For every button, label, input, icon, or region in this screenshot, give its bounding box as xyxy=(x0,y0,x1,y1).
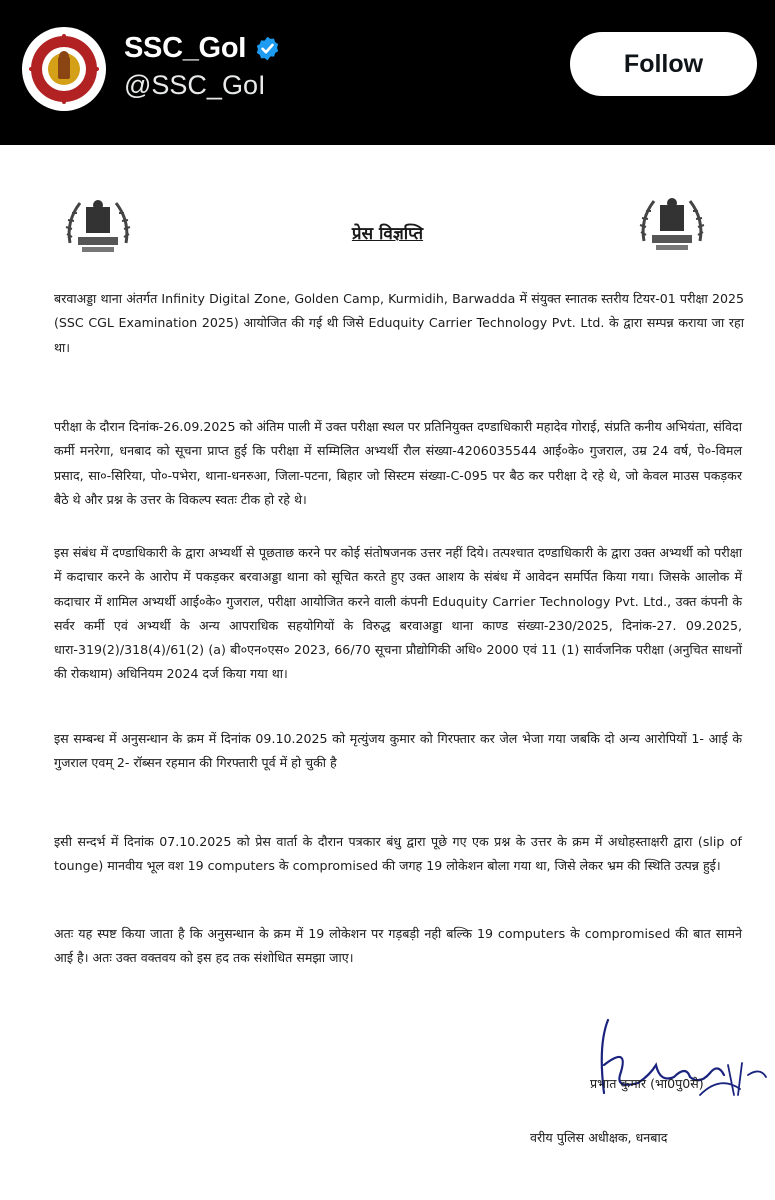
tweet-header xyxy=(0,0,775,145)
display-name[interactable]: SSC_GoI xyxy=(124,31,246,64)
document-title: प्रेस विज्ञप्ति xyxy=(351,224,424,244)
press-release-document xyxy=(0,145,775,1200)
paragraph-3: इस संबंध में दण्डाधिकारी के द्वारा अभ्यर्थी से पूछताछ करने पर कोई संतोषजनक उत्तर नहीं दिये। तत्पश्चात दण्डाधिकारी के द्वारा उक्त अभ्यर्थी को परीक्षा में कदाचार करने के आरोप में पकड़कर बरवाअड्डा थाना को सूचित करते हुए उक्त आशय के संबंध में आवेदन समर्पित किया गया। जिसके आलोक में कदाचार में शामिल अभ्यर्थी आई०के० गुजराल, परीक्षा आयोजित करने वाली कंपनी Eduquity Carrier Technology Pvt. Ltd., उक्त कंपनी के सर्वर कर्मी एवं अभ्यर्थी के अन्य आपराधिक सहयोगियों के विरुद्ध बरवाअड्डा थाना काण्ड संख्या-230/2025, दिनांक-27. 09.2025, धारा-319(2)/318(4)/61(2) (a) बी०एन०एस० 2023, 66/70 सूचना प्रौद्योगिकी अधि० 2000 एवं 11 (1) सार्वजनिक परीक्षा (अनुचित साधनों की रोकथाम) अधिनियम 2024 दर्ज किया गया था। xyxy=(54,545,742,682)
paragraph-5: इसी सन्दर्भ में दिनांक 07.10.2025 को प्रेस वार्ता के दौरान पत्रकार बंधु द्वारा पूछे गए एक प्रश्न के उत्तर के क्रम में अधोहस्ताक्षरी द्वारा (slip of tounge) मानवीय भूल वश 19 computers के compromised की जगह 19 लोकेशन बोला गया था, जिसे लेकर भ्रम की स्थिति उत्पन्न हुई। xyxy=(54,834,742,874)
name-row xyxy=(124,30,281,66)
ssc-logo-icon xyxy=(22,27,106,111)
paragraph-4: इस सम्बन्ध में अनुसन्धान के क्रम में दिनांक 09.10.2025 को मृत्युंजय कुमार को गिरफ्तार कर जेल भेजा गया जबकि दो अन्य आरोपियों 1- आई के गुजराल एवम् 2- रॉब्सन रहमान की गिरफ्तारी पूर्व में हो चुकी है xyxy=(54,731,742,771)
paragraph-2: परीक्षा के दौरान दिनांक-26.09.2025 को अंतिम पाली में उक्त परीक्षा स्थल पर प्रतिनियुक्त दण्डाधिकारी महादेव गोराई, संप्रति कनीय अभियंता, संविदा कर्मी मनरेगा, धनबाद को सूचना प्राप्त हुई कि परीक्षा में सम्मिलित अभ्यर्थी रौल संख्या-4206035544 आई०के० गुजराल, उम्र 24 वर्ष, पे०-विमल प्रसाद, सा०-सिरिया, पो०-पभेरा, थाना-धनरुआ, जिला-पटना, बिहार जो सिस्टम संख्या-C-095 पर बैठ कर परीक्षा दे रहे थे, जो केवल माउस पकड़कर बैठे थे और प्रश्न के उत्तर के विकल्प स्वतः टीक हो रहे थे। xyxy=(54,419,742,507)
paragraph-1: बरवाअड्डा थाना अंतर्गत Infinity Digital Zone, Golden Camp, Kurmidih, Barwadda में संयुक्त स्नातक स्तरीय टियर-01 परीक्षा 2025 (SSC CGL Examination 2025) आयोजित की गई थी जिसे Eduquity Carrier Technology Pvt. Ltd. के द्वारा सम्पन्न कराया जा रहा था। xyxy=(54,291,744,355)
verified-badge-icon xyxy=(254,35,281,62)
follow-button[interactable]: Follow xyxy=(570,32,757,96)
signatory-rank: वरीय पुलिस अधीक्षक, धनबाद xyxy=(530,1130,668,1145)
user-handle[interactable]: @SSC_GoI xyxy=(124,70,266,100)
avatar[interactable] xyxy=(22,27,106,111)
paragraph-6: अतः यह स्पष्ट किया जाता है कि अनुसन्धान के क्रम में 19 लोकेशन पर गड़बड़ी नही बल्कि 19 computers के compromised की बात सामने आई है। अतः उक्त वक्तवय को इस हद तक संशोधित समझा जाए। xyxy=(54,926,742,966)
handwritten-signature-icon xyxy=(590,1005,770,1115)
signatory-name: प्रभात कुमार (भा0पु0से) xyxy=(590,1076,704,1091)
